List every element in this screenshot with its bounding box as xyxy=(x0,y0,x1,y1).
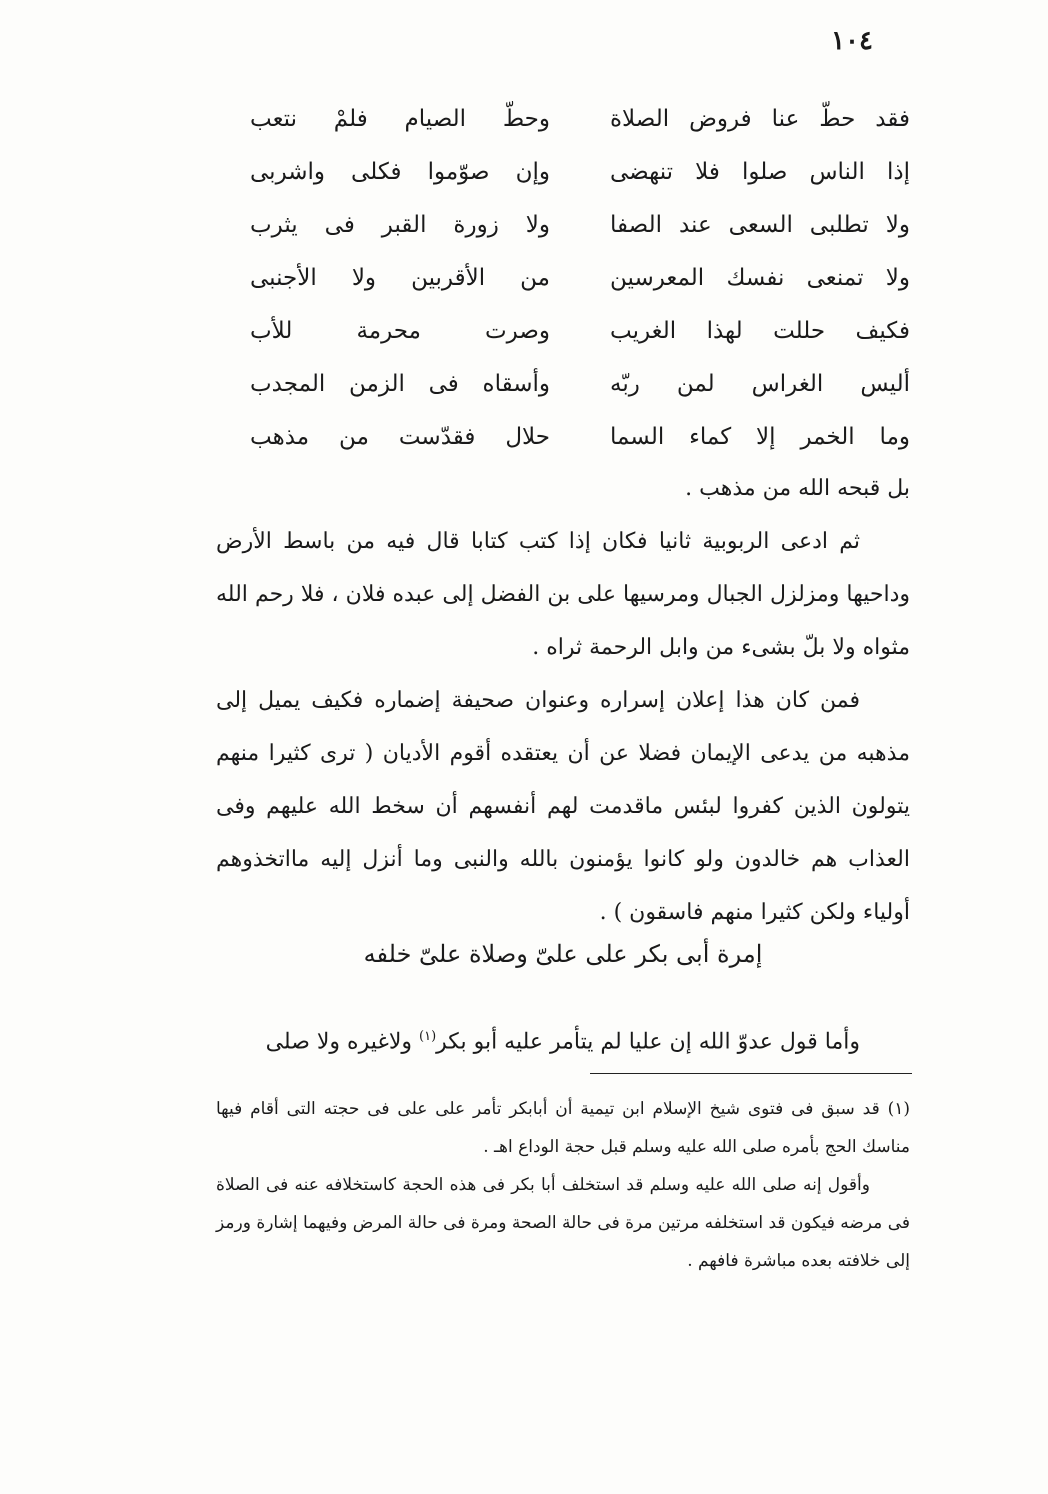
poem-verse xyxy=(250,251,910,304)
verse-first-hemistich: فكيف حللت لهذا الغريب xyxy=(610,317,910,344)
poem-verse xyxy=(250,304,910,357)
verse-second-hemistich: وإن صوّموا فكلى واشربى xyxy=(250,158,550,185)
page-number: ١٠٤ xyxy=(831,26,873,56)
verse-second-hemistich: وصرت محرمة للأب xyxy=(250,317,550,344)
verse-second-hemistich: وحطّ الصيام فلمْ نتعب xyxy=(250,105,550,132)
footnote-continuation: وأقول إنه صلى الله عليه وسلم قد استخلف أبا بكر فى هذه الحجة كاستخلافه عنه فى الصلاة فى مرضه فيكون قد استخلفه مرتين مرة فى حالة الصحة ومرة فى حالة المرض وفيهما إشارة ورمز إلى خلافته بعده مباشرة فافهم . xyxy=(216,1175,910,1271)
paragraph: فمن كان هذا إعلان إسراره وعنوان صحيفة إضماره فكيف يميل إلى مذهبه من يدعى الإيمان فضلا عن أن يعتقده أقوم الأديان ( ترى كثيرا منهم يتولون الذين كفروا لبئس ماقدمت لهم أنفسهم أن سخط الله عليهم وفى العذاب هم خالدون ولو كانوا يؤمنون بالله والنبى وما أنزل إليه مااتخذوهم أولياء ولكن كثيرا منهم فاسقون ) . xyxy=(216,688,910,925)
paragraph: بل قبحه الله من مذهب . xyxy=(685,476,910,501)
poem-verse xyxy=(250,410,910,463)
verse-second-hemistich: وأسقاه فى الزمن المجدب xyxy=(250,370,550,397)
verse-first-hemistich: أليس الغراس لمن ربّه xyxy=(610,370,910,397)
paragraph-text: ولاغيره ولا صلى xyxy=(265,1029,420,1055)
verse-first-hemistich: ولا تمنعى نفسك المعرسين xyxy=(610,264,910,291)
poem-verse xyxy=(250,357,910,410)
paragraph xyxy=(216,1010,910,1068)
paragraph: ثم ادعى الربوبية ثانيا فكان إذا كتب كتابا قال فيه من باسط الأرض وداحيها ومزلزل الجبال ومرسيها على بن الفضل إلى عبده فلان ، فلا رحم الله مثواه ولا بلّ بشىء من وابل الرحمة ثراه . xyxy=(216,529,910,660)
paragraph-text: وأما قول عدوّ الله إن عليا لم يتأمر عليه أبو بكر xyxy=(436,1029,860,1055)
footnote-divider xyxy=(590,1073,912,1074)
verse-second-hemistich: حلال فقدّست من مذهب xyxy=(250,423,550,450)
verse-second-hemistich: من الأقربين ولا الأجنبى xyxy=(250,264,550,291)
poem xyxy=(250,92,910,463)
poem-verse xyxy=(250,198,910,251)
poem-verse xyxy=(250,92,910,145)
verse-first-hemistich: ولا تطلبى السعى عند الصفا xyxy=(610,211,910,238)
poem-verse xyxy=(250,145,910,198)
verse-first-hemistich: وما الخمر إلا كماء السما xyxy=(610,423,910,450)
section-heading: إمرة أبى بكر على علىّ وصلاة علىّ خلفه xyxy=(363,940,763,968)
verse-first-hemistich: إذا الناس صلوا فلا تنهضى xyxy=(610,158,910,185)
verse-second-hemistich: ولا زورة القبر فى يثرب xyxy=(250,211,550,238)
verse-first-hemistich: فقد حطّ عنا فروض الصلاة xyxy=(610,105,910,132)
footnote: (١) قد سبق فى فتوى شيخ الإسلام ابن تيمية أن أبابكر تأمر على على فى حجته التى أقام فيها مناسك الحج بأمره صلى الله عليه وسلم قبل حجة الوداع اهـ . xyxy=(216,1099,910,1157)
footnotes xyxy=(216,1090,910,1280)
footnote-marker: (١) xyxy=(419,1029,437,1044)
